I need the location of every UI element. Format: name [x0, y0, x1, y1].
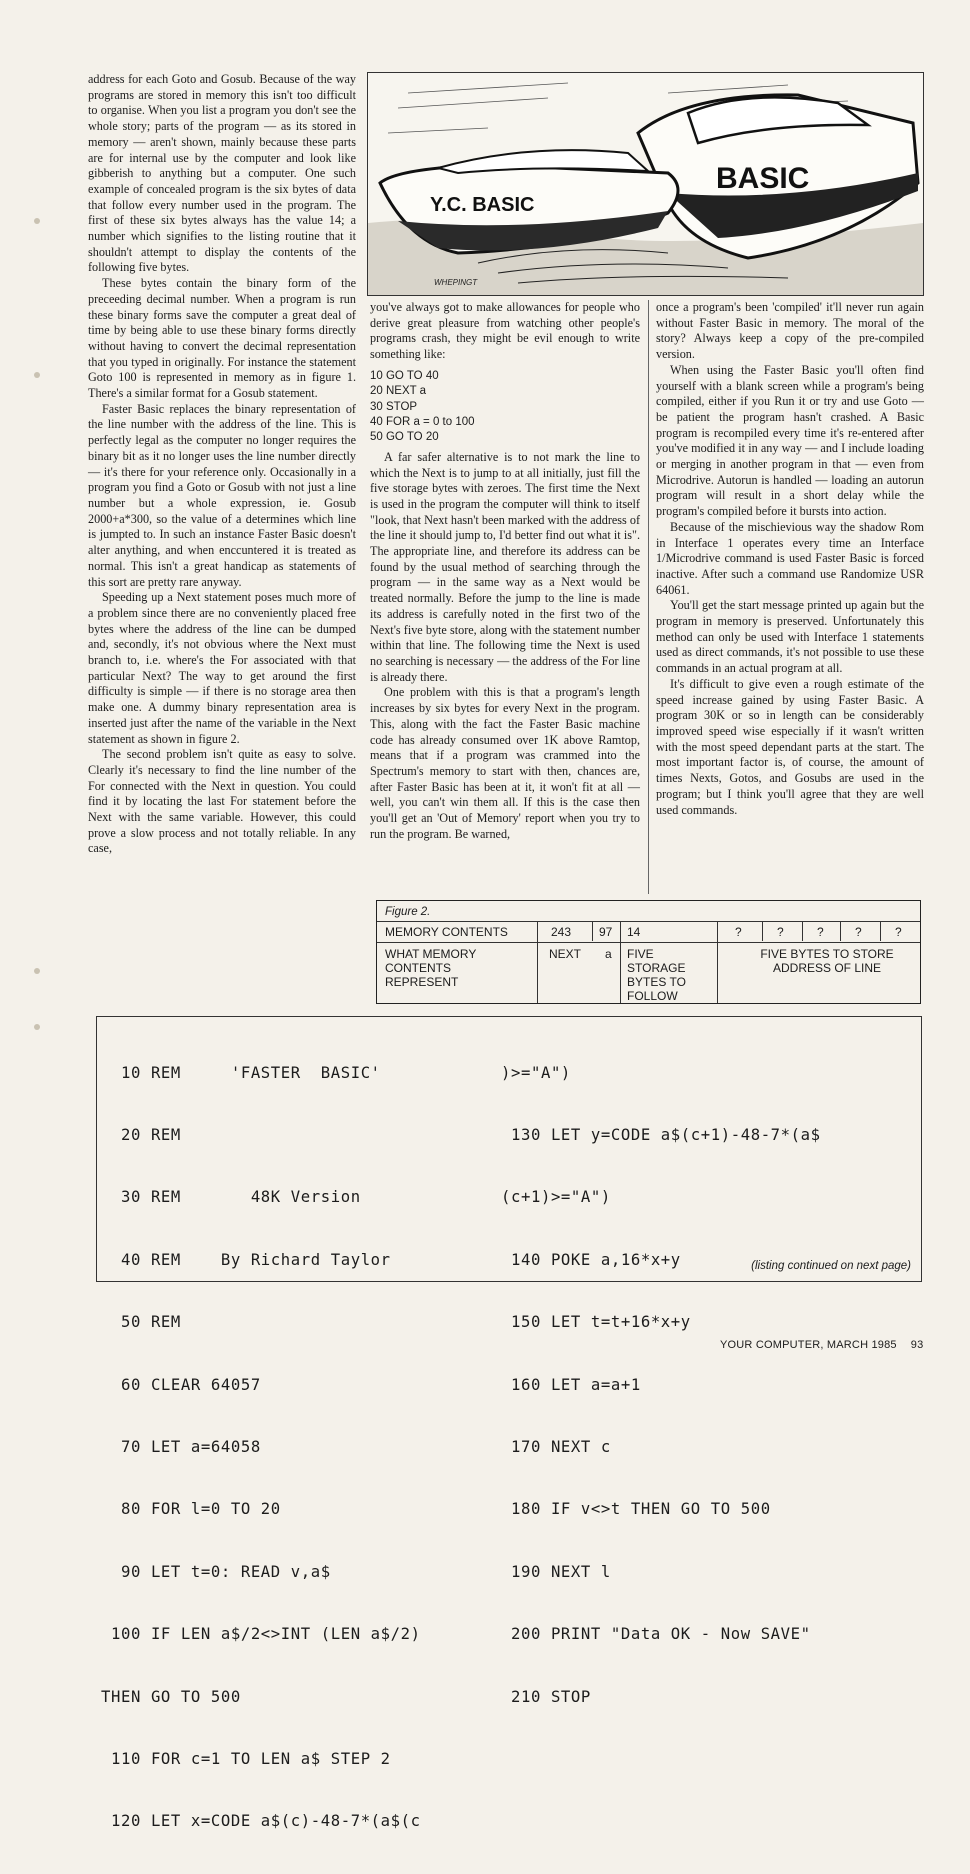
article-column-2 [370, 300, 640, 842]
table-divider [880, 921, 881, 941]
table-divider [840, 921, 841, 941]
listing-line: 110 FOR c=1 TO LEN a$ STEP 2 [101, 1749, 391, 1768]
listing-line: 100 IF LEN a$/2<>INT (LEN a$/2) [101, 1625, 421, 1644]
table-divider [592, 921, 593, 941]
representation-row [377, 942, 920, 1002]
five-storage-label: FIVE STORAGE BYTES TO FOLLOW [627, 947, 686, 1003]
figure-caption: Figure 2. [385, 906, 431, 918]
listing-line: 60 CLEAR 64057 [101, 1375, 261, 1394]
code-line: 10 GO TO 40 [370, 369, 439, 382]
listing-line: 80 FOR l=0 TO 20 [101, 1500, 281, 1519]
paragraph: address for each Goto and Gosub. Because of the way programs are stored in memory this isn't too difficult to organise. When you list a program you don't see the whole story; parts of the program — as its stored in memory — aren't shown, mainly because these parts are for internal use by the computer and look like gibberish to anything but a computer. One such example of concealed program is the six bytes of data that follow every number used in the program. The first of these six bytes always has the value 14; a number which signifies to the listing routine that it shouldn't attempt to display the contents of the following five bytes. [88, 72, 356, 275]
listing-left-column [101, 1021, 421, 1874]
unknown-byte: ? [895, 925, 902, 939]
listing-line: 150 LET t=t+16*x+y [501, 1313, 691, 1332]
paragraph: A far safer alternative is to not mark the line to which the Next is to jump to at all initially, just fill the five storage bytes with zeroes. The first time the Next is used in the program the computer will think to itself "look, that Next hasn't been marked with the address of the line it should jump to, I'd better find out what it is". The appropriate line, and therefore its address can be found by the usual method of searching through the program — in the same way as a Next would be treated normally. Before the jump to the line is made its address is carefully noted in the first two of the Next's five byte store, along with the statement number within that line. The following time the Next is used no searching is necessary — the address of the For line is already there. [370, 449, 640, 684]
paragraph: once a program's been 'compiled' it'll never run again without Faster Basic in memory. The moral of the story? Always keep a copy of the pre-compiled version. [656, 300, 924, 362]
right-boat-label: BASIC [716, 162, 810, 195]
memory-contents-label: MEMORY CONTENTS [385, 925, 508, 939]
listing-line: 30 REM 48K Version [101, 1188, 361, 1207]
represent-label: WHAT MEMORY CONTENTS REPRESENT [385, 947, 477, 989]
binder-hole [34, 218, 40, 224]
paragraph: These bytes contain the binary form of the preceeding decimal number. When a program is run these binary forms save the computer a great deal of time by being able to use these binary forms directly without having to convert the decimal representation that you typed in originally. For instance the statement Goto 100 is represented in memory as in figure 1. There's a similar format for a Gosub statement. [88, 276, 356, 401]
left-boat-label: Y.C. BASIC [430, 194, 535, 216]
byte-value: 243 [551, 925, 572, 939]
code-line: 30 STOP [370, 400, 418, 413]
listing-line: 90 LET t=0: READ v,a$ [101, 1562, 331, 1581]
table-divider [802, 921, 803, 941]
unknown-byte: ? [855, 925, 862, 939]
listing-line: 70 LET a=64058 [101, 1437, 261, 1456]
variable-label: a [605, 947, 612, 961]
listing-line: 120 LET x=CODE a$(c)-48-7*(a$(c [101, 1812, 421, 1831]
listing-line: 190 NEXT l [501, 1562, 611, 1581]
listing-line: 180 IF v<>t THEN GO TO 500 [501, 1500, 771, 1519]
article-column-3 [656, 300, 924, 818]
listing-line: (c+1)>="A") [501, 1188, 611, 1207]
listing-line: THEN GO TO 500 [101, 1687, 241, 1706]
binder-hole [34, 968, 40, 974]
inline-code-listing [370, 369, 640, 446]
paragraph: You'll get the start message printed up again but the program in memory is preserved. Unfortunately this method can only be used with Interface 1 statements used as direct commands, it's not possible to use these commands in an actual program at all. [656, 598, 924, 676]
binder-hole [34, 372, 40, 378]
paragraph: The second problem isn't quite as easy to solve. Clearly it's necessary to find the line number of the For connected with the Next in question. You could find it by locating the last For statement before the Next with the same variable. However, this could prove a slow process and not totally reliable. In any case, [88, 747, 356, 856]
listing-line: 160 LET a=a+1 [501, 1375, 641, 1394]
listing-line: 130 LET y=CODE a$(c+1)-48-7*(a$ [501, 1125, 821, 1144]
paragraph: Speeding up a Next statement poses much more of a problem since there are no conveniently placed free bytes where the address of the line can be dumped and, secondly, it's not obvious where the Next must branch to, i.e. where's the For associated with that particular Next? The way to get around the first difficulty is simple — if there is no storage area then make one. A dummy binary representation area is inserted just after the name of the variable in the Next statement as shown in figure 2. [88, 590, 356, 746]
paragraph: It's difficult to give even a rough estimate of the speed increase gained by using Faster Basic. A program 30K or so in length can be considerably improved speed wise especially if it wasn't written with the most speed dependant parts at the start. The most important factor is, of course, the amount of times Nexts, Gotos, and Gosubs are used in the program; but I think you'll agree that they are well used commands. [656, 676, 924, 817]
boat-race-illustration [367, 72, 924, 296]
memory-contents-row [377, 921, 920, 943]
unknown-byte: ? [777, 925, 784, 939]
code-line: 50 GO TO 20 [370, 431, 439, 444]
unknown-byte: ? [817, 925, 824, 939]
listing-line: 210 STOP [501, 1687, 591, 1706]
byte-value: 14 [627, 925, 641, 939]
listing-line: 40 REM By Richard Taylor [101, 1250, 391, 1269]
paragraph: When using the Faster Basic you'll often find yourself with a blank screen while a program's being compiled, either if you Run it or try and use Goto — be patient the program hasn't crashed. A Basic program is recompiled every time it's re-entered after you've modified it in any way — and I include loading or merging in another program in that — even from Microdrive. Autorun is handled — loading an autorun program will result in a short delay while the program's compiled before it bursts into action. [656, 362, 924, 519]
article-column-1 [88, 72, 356, 857]
paragraph: Faster Basic replaces the binary representation of the line number with the address of the line. This is perfectly legal as the computer no longer requires the binary bit as it no longer uses the line number directly — it's there for your reference only. Occasionally in a program you find a Goto or Gosub with not just a line number but a whole expression, ie. Gosub 2000+a*300, so the value of a determines which line is jumpted to. In such an instance Faster Basic doesn't alter anything, and when enccuntered it is treated as normal. This isn't a great handicap as statements of this sort are pretty rare anyway. [88, 401, 356, 589]
byte-value: 97 [599, 925, 613, 939]
binder-hole [34, 1024, 40, 1030]
magazine-issue: YOUR COMPUTER, MARCH 1985 [720, 1339, 897, 1351]
listing-right-column [501, 1021, 821, 1749]
listing-line: 140 POKE a,16*x+y [501, 1250, 681, 1269]
paragraph: you've always got to make allowances for people who derive great pleasure from watching other people's programs crash, they might be evil enough to write something like: [370, 300, 640, 362]
five-bytes-store-label: FIVE BYTES TO STORE ADDRESS OF LINE [760, 947, 894, 975]
next-label: NEXT [549, 947, 582, 961]
listing-line: 170 NEXT c [501, 1437, 611, 1456]
code-line: 20 NEXT a [370, 385, 427, 398]
listing-line: 20 REM [101, 1125, 181, 1144]
unknown-byte: ? [735, 925, 742, 939]
figure-2-table [376, 900, 921, 1004]
table-divider [762, 921, 763, 941]
artist-signature: WHEPINGT [434, 278, 478, 287]
listing-line: 50 REM [101, 1313, 181, 1332]
listing-line: )>="A") [501, 1063, 571, 1082]
listing-line: 200 PRINT "Data OK - Now SAVE" [501, 1625, 811, 1644]
paragraph: Because of the mischievious way the shadow Rom in Interface 1 operates every time an Interface 1/Microdrive command is used Faster Basic is forced inactive. After such a command use Randomize USR 64061. [656, 519, 924, 597]
page-number: 93 [910, 1339, 924, 1351]
listing-line: 10 REM 'FASTER BASIC' [101, 1063, 381, 1082]
column-rule [648, 300, 649, 894]
paragraph: One problem with this is that a program's length increases by six bytes for every Next in the program. This, along with the fact the Faster Basic machine code has already consumed over 1K above Ramtop, means that if a program was crammed into the Spectrum's memory to start with then, chances are, after Faster Basic has been at it, it won't fit at all — well, you can't win them all. If this is the case then you'll get an 'Out of Memory' report when you try to run the program. Be warned, [370, 685, 640, 841]
listing-continued-note: (listing continued on next page) [751, 1260, 911, 1273]
code-line: 40 FOR a = 0 to 100 [370, 416, 475, 429]
page-footer [720, 1339, 923, 1351]
